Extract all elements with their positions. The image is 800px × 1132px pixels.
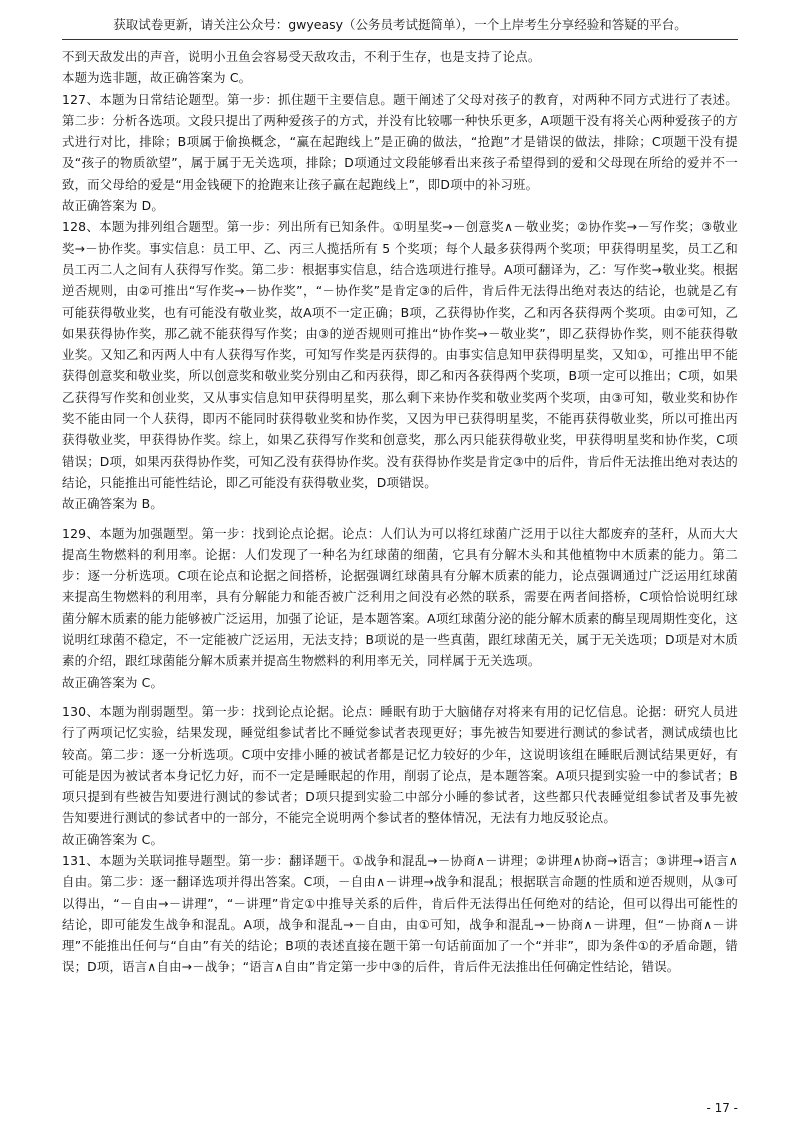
paragraph-130: 130、本题为削弱题型。第一步：找到论点论据。论点：睡眠有助于大脑储存对将来有用的记忆信息。论据：研究人员进行了两项记忆实验，结果发现，睡觉组参试者比不睡觉参试者表现更好；事先被告知要进行测试的参试者，测试成绩也比较高。第二步：逐一分析选项。C项中安排小睡的被试者都是记忆力较好的少年，这说明该组在睡眠后测试结果更好，有可能是因为被试者本身记忆力好，而不一定是睡眠起的作用，削弱了论点，是本题答案。A项只提到实验一中的参试者；B项只提到有些被告知要进行测试的参试者；D项只提到实验二中部分小睡的参试者，这些都只代表睡觉组参试者及事先被告知要进行测试的参试者中的一部分，不能完全说明两个参试者的整体情况，无法有力地反驳论点。 (62, 703, 738, 826)
header-divider (62, 39, 738, 40)
answer-127: 故正确答案为 D。 (62, 198, 165, 214)
paragraph-129: 129、本题为加强题型。第一步：找到论点论据。论点：人们认为可以将红球菌广泛用于以往大都废弃的茎秆，从而大大提高生物燃料的利用率。论据：人们发现了一种名为红球菌的细菌，它具有分解木头和其他植物中木质素的能力。第二步：逐一分析选项。C项在论点和论据之间搭桥，论据强调红球菌具有分解木质素的能力，论点强调通过广泛运用红球菌来提高生物燃料的利用率，具有分解能力和能否被广泛利用之间没有必然的联系，需要在两者间搭桥，C项恰恰说明红球菌分解木质素的能力能够被广泛运用，加强了论证，是本题答案。A项红球菌分泌的能分解木质素的酶呈现周期性变化，这说明红球菌不稳定，不一定能被广泛运用，无法支持；B项说的是一些真菌，跟红球菌无关，属于无关选项；D项是对木质素的介绍，跟红球菌能分解木质素并提高生物燃料的利用率无关，同样属于无关选项。 (62, 525, 738, 669)
paragraph-128: 128、本题为排列组合题型。第一步：列出所有已知条件。①明星奖→－创意奖∧－敬业奖；②协作奖→－写作奖；③敬业奖→－协作奖。事实信息：员工甲、乙、丙三人揽括所有 5 个奖项；每个人最多获得两个奖项；甲获得明星奖，员工乙和员工丙二人之间有人获得写作奖。第二步：根据事实信息，结合选项进行推导。A项可翻译为，乙：写作奖→敬业奖。根据逆否规则，由②可推出“写作奖→－协作奖”，“－协作奖”是肯定③的后件，肯后件无法得出绝对表达的结论，也就是乙有可能获得敬业奖，也有可能没有敬业奖，故A项不一定正确；B项，乙获得协作奖，乙和丙各获得两个奖项。由②可知，乙如果获得协作奖，那乙就不能获得写作奖；由③的逆否规则可推出“协作奖→－敬业奖”，即乙获得协作奖，则不能获得敬业奖。又知乙和丙两人中有人获得写作奖，可知写作奖是丙获得的。由事实信息知甲获得明星奖，又知①，可推出甲不能获得创意奖和敬业奖，所以创意奖和敬业奖分别由乙和丙获得，即乙和丙各获得两个奖项，B项一定可以推出；C项，如果乙获得写作奖和创业奖，又从事实信息知甲获得明星奖，那么剩下来协作奖和敬业奖两个奖项，由③可知，敬业奖和协作奖不能由同一个人获得，即丙不能同时获得敬业奖和协作奖，又因为甲已获得明星奖，不能再获得敬业奖，所以可推出丙获得敬业奖，甲获得协作奖。综上，如果乙获得写作奖和创意奖，那么丙只能获得敬业奖，甲获得明星奖和协作奖，C项错误；D项，如果丙获得协作奖，可知乙没有获得协作奖。没有获得协作奖是肯定③中的后件，肯后件无法推出绝对表达的结论，只能推出可能性结论，即乙可能没有获得敬业奖，D项错误。 (62, 219, 738, 490)
answer-129: 故正确答案为 C。 (62, 674, 164, 690)
answer-130: 故正确答案为 C。 (62, 831, 164, 847)
paragraph-127: 127、本题为日常结论题型。第一步：抓住题干主要信息。题干阐述了父母对孩子的教育，对两种不同方式进行了表述。第二步：分析各选项。文段只提出了两种爱孩子的方式，并没有比较哪一种快乐更多，A项题干没有将关心两种爱孩子的方式进行对比，排除；B项属于偷换概念，“赢在起跑线上”是正确的做法，“抢跑”才是错误的做法，排除；C项题干没有提及“孩子的物质欲望”，属于属于无关选项，排除；D项通过文段能够看出来孩子希望得到的爱和父母现在所给的爱并不一致，而父母给的爱是“用金钱硬下的抢跑来让孩子赢在起跑线上”，即D项中的补习班。 (62, 91, 738, 192)
header-text: 获取试卷更新，请关注公众号：gwyeasy（公务员考试挺简单），一个上岸考生分享经验和答疑的平台。 (113, 17, 687, 32)
answer-128: 故正确答案为 B。 (62, 496, 163, 512)
page-number: - 17 - (706, 1101, 738, 1115)
paragraph-131: 131、本题为关联词推导题型。第一步：翻译题干。①战争和混乱→－协商∧－讲理；②讲理∧协商→语言；③讲理→语言∧自由。第二步：逐一翻译选项并得出答案。C项，－自由∧－讲理→战争和混乱；根据联言命题的性质和逆否规则，从③可以得出，“－自由→－讲理”，“－讲理”肯定①中推导关系的后件，肯后件无法得出任何绝对的结论，但可以得出可能性的结论，即可能发生战争和混乱。A项，战争和混乱→－自由，由①可知，战争和混乱→－协商∧－讲理，但“－协商∧－讲理”不能推出任何与“自由”有关的结论；B项的表述直接在题干第一句话前面加了一个“并非”，即为条件①的矛盾命题，错误；D项，语言∧自由→－战争；“语言∧自由”肯定第一步中③的后件，肯后件无法推出任何确定性结论，错误。 (62, 852, 738, 975)
answer-126: 本题为选非题，故正确答案为 C。 (62, 70, 252, 86)
page-body (62, 46, 738, 978)
paragraph-126-end: 不到天敌发出的声音，说明小丑鱼会容易受天敌攻击，不利于生存，也是支持了论点。 (62, 49, 541, 64)
page-header (0, 0, 800, 35)
